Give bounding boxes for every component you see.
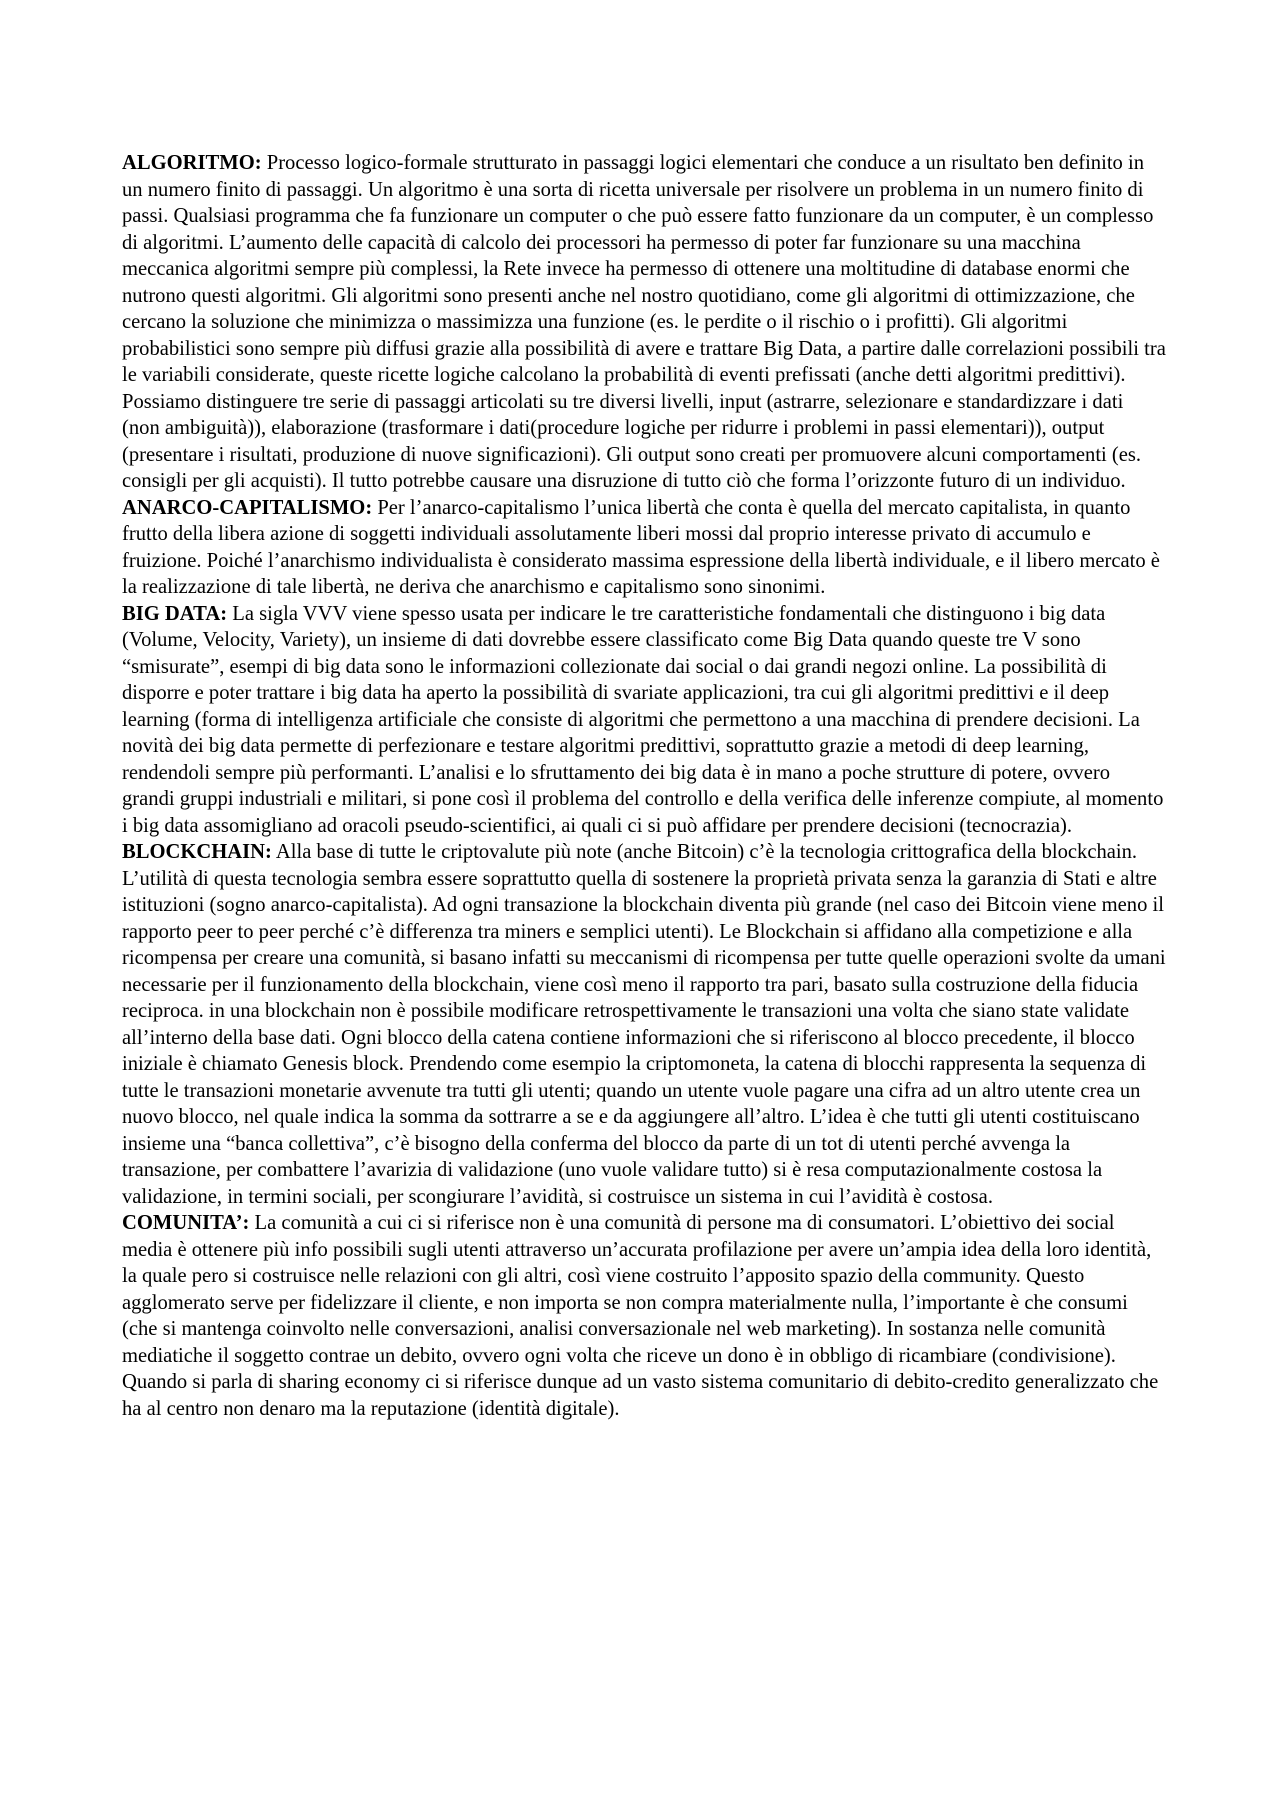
entry-body: La sigla VVV viene spesso usata per indicare le tre caratteristiche fondamentali che distinguono i big data (Volume, Velocity, Variety), un insieme di dati dovrebbe essere classificato come Big Data quando queste tre V sono “smisurate”, esempi di big data sono le informazioni collezionate dai social o dai grandi negozi online. La possibilità di disporre e poter trattare i big data ha aperto la possibilità di svariate applicazioni, tra cui gli algoritmi predittivi e il deep learning (forma di intelligenza artificiale che consiste di algoritmi che permettono a una macchina di prendere decisioni. La novità dei big data permette di perfezionare e testare algoritmi predittivi, soprattutto grazie a metodi di deep learning, rendendoli sempre più performanti. L’analisi e lo sfruttamento dei big data è in mano a poche strutture di potere, ovvero grandi gruppi industriali e militari, si pone così il problema del controllo e della verifica delle inferenze compiute, al momento i big data assomigliano ad oracoli pseudo-scientifici, ai quali ci si può affidare per prendere decisioni (tecnocrazia). [122,602,1164,837]
entry-body: Processo logico-formale strutturato in passaggi logici elementari che conduce a un risultato ben definito in un numero finito di passaggi. Un algoritmo è una sorta di ricetta universale per risolvere un problema in un numero finito di passi. Qualsiasi programma che fa funzionare un computer o che può essere fatto funzionare da un computer, è un complesso di algoritmi. L’aumento delle capacità di calcolo dei processori ha permesso di poter far funzionare su una macchina meccanica algoritmi sempre più complessi, la Rete invece ha permesso di ottenere una moltitudine di database enormi che nutrono questi algoritmi. Gli algoritmi sono presenti anche nel nostro quotidiano, come gli algoritmi di ottimizzazione, che cercano la soluzione che minimizza o massimizza una funzione (es. le perdite o il rischio o i profitti). Gli algoritmi probabilistici sono sempre più diffusi grazie alla possibilità di avere e trattare Big Data, a partire dalle correlazioni possibili tra le variabili considerate, queste ricette logiche calcolano la probabilità di eventi prefissati (anche detti algoritmi predittivi). Possiamo distinguere tre serie di passaggi articolati su tre diversi livelli, input (astrarre, selezionare e standardizzare i dati (non ambiguità)), elaborazione (trasformare i dati(procedure logiche per ridurre i problemi in passi elementari)), output (presentare i risultati, produzione di nuove significazioni). Gli output sono creati per promuovere alcuni comportamenti (es. consigli per gli acquisti). Il tutto potrebbe causare una disruzione di tutto ciò che forma l’orizzonte futuro di un individuo. [122,152,1166,492]
entry-big-data [122,601,1166,840]
entry-algoritmo [122,150,1166,495]
document-page [122,150,1166,1422]
entry-comunita [122,1210,1166,1422]
entry-body: La comunità a cui ci si riferisce non è una comunità di persone ma di consumatori. L’obiettivo dei social media è ottenere più info possibili sugli utenti attraverso un’accurata profilazione per avere un’ampia idea della loro identità, la quale pero si costruisce nelle relazioni con gli altri, così viene costruito l’apposito spazio della community. Questo agglomerato serve per fidelizzare il cliente, e non importa se non compra materialmente nulla, l’importante è che consumi (che si mantenga coinvolto nelle conversazioni, analisi conversazionale nel web marketing). In sostanza nelle comunità mediatiche il soggetto contrae un debito, ovvero ogni volta che riceve un dono è in obbligo di ricambiare (condivisione). Quando si parla di sharing economy ci si riferisce dunque ad un vasto sistema comunitario di debito-credito generalizzato che ha al centro non denaro ma la reputazione (identità digitale). [122,1212,1159,1420]
entry-term: BIG DATA: [122,602,228,625]
entry-anarco-capitalismo [122,495,1166,601]
entry-term: ALGORITMO: [122,152,262,174]
entry-term: ANARCO-CAPITALISMO: [122,496,373,519]
entry-term: BLOCKCHAIN: [122,841,272,863]
entry-term: COMUNITA’: [122,1212,250,1234]
entry-blockchain [122,839,1166,1210]
entry-body: Per l’anarco-capitalismo l’unica libertà che conta è quella del mercato capitalista, in quanto frutto della libera azione di soggetti individuali assolutamente liberi mossi dal proprio interesse privato di accumulo e fruizione. Poiché l’anarchismo individualista è considerato massima espressione della libertà individuale, e il libero mercato è la realizzazione di tale libertà, ne deriva che anarchismo e capitalismo sono sinonimi. [122,496,1160,598]
entry-body: Alla base di tutte le criptovalute più note (anche Bitcoin) c’è la tecnologia crittografica della blockchain. L’utilità di questa tecnologia sembra essere soprattutto quella di sostenere la proprietà privata senza la garanzia di Stati e altre istituzioni (sogno anarco-capitalista). Ad ogni transazione la blockchain diventa più grande (nel caso dei Bitcoin viene meno il rapporto peer to peer perché c’è differenza tra miners e semplici utenti). Le Blockchain si affidano alla competizione e alla ricompensa per creare una comunità, si basano infatti su meccanismi di ricompensa per tutte quelle operazioni svolte da umani necessarie per il funzionamento della blockchain, viene così meno il rapporto tra pari, basato sulla costruzione della fiducia reciproca. in una blockchain non è possibile modificare retrospettivamente le transazioni una volta che siano state validate all’interno della base dati. Ogni blocco della catena contiene informazioni che si riferiscono al blocco precedente, il blocco iniziale è chiamato Genesis block. Prendendo come esempio la criptomoneta, la catena di blocchi rappresenta la sequenza di tutte le transazioni monetarie avvenute tra tutti gli utenti; quando un utente vuole pagare una cifra ad un altro utente crea un nuovo blocco, nel quale indica la somma da sottrarre a se e da aggiungere all’altro. L’idea è che tutti gli utenti costituiscano insieme una “banca collettiva”, c’è bisogno della conferma del blocco da parte di un tot di utenti perché avvenga la transazione, per combattere l’avarizia di validazione (uno vuole validare tutto) si è resa computazionalmente costosa la validazione, in termini sociali, per scongiurare l’avidità, si costruisce un sistema in cui l’avidità è costosa. [122,841,1166,1208]
